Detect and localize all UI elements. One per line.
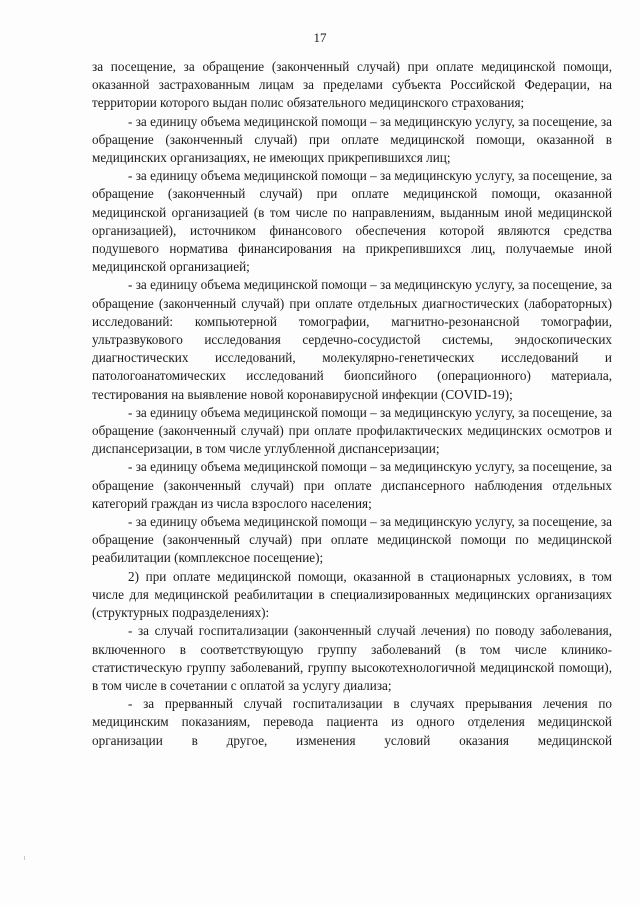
paragraph-1: за посещение, за обращение (законченный случай) при оплате медицинской помощи, оказанной застрахованным лицам за пределами субъекта Российской Федерации, на территории которого выдан полис обязательного медицинского страхования; — [92, 59, 612, 111]
paragraph-6: - за единицу объема медицинской помощи – за медицинскую услугу, за посещение, за обращение (законченный случай) при оплате диспансерного наблюдения отдельных категорий граждан из числа взрослого населения; — [92, 459, 612, 511]
paragraph-5: - за единицу объема медицинской помощи – за медицинскую услугу, за посещение, за обращение (законченный случай) при оплате профилактических медицинских осмотров и диспансеризации, в том числе углубленной диспансеризации; — [92, 404, 612, 457]
paragraph-2: - за единицу объема медицинской помощи – за медицинскую услугу, за посещение, за обращение (законченный случай) при оплате медицинской помощи, оказанной в медицинских организациях, не имеющих прикрепившихся лиц; — [92, 113, 612, 166]
paragraph-4: - за единицу объема медицинской помощи – за медицинскую услугу, за посещение, за обращение (законченный случай) при оплате отдельных диагностических (лабораторных) исследований: компьютерной томографии, магнитно-резонансной томографии, ультразвукового исследования сердечно-сосудистой системы, эндоскопических диагностических исследований, молекулярно-генетических исследований и патологоанатомических исследований биопсийного (операционного) материала, тестирования на выявление новой коронавирусной инфекции (COVID-19); — [92, 277, 612, 402]
page-number: 17 — [313, 30, 327, 45]
scan-margin-mark — [24, 856, 25, 860]
paragraph-3: - за единицу объема медицинской помощи – за медицинскую услугу, за посещение, за обращение (законченный случай) при оплате медицинской помощи, оказанной медицинской организацией (в том числе по направлениям, выданным иной медицинской организацией), источником финансового обеспечения которой являются средства подушевого норматива финансирования на прикрепившихся лиц, получаемые иной медицинской организацией; — [92, 168, 612, 275]
paragraph-9: - за случай госпитализации (законченный случай лечения) по поводу заболевания, включенного в соответствующую группу заболеваний (в том числе клинико-статистическую группу заболеваний, группу высокотехнологичной медицинской помощи), в том числе в сочетании с оплатой за услугу диализа; — [92, 623, 612, 693]
paragraph-8: 2) при оплате медицинской помощи, оказанной в стационарных условиях, в том числе для медицинской реабилитации в специализированных медицинских организациях (структурных подразделениях): — [92, 568, 612, 621]
paragraph-7: - за единицу объема медицинской помощи – за медицинскую услугу, за посещение, за обращение (законченный случай) при оплате медицинской помощи по медицинской реабилитации (комплексное посещение); — [92, 514, 612, 566]
paragraph-10: - за прерванный случай госпитализации в случаях прерывания лечения по медицинским показаниям, перевода пациента из одного отделения медицинской организации в другое, изменения условий оказания медицинской — [92, 696, 612, 748]
document-body — [92, 58, 612, 750]
